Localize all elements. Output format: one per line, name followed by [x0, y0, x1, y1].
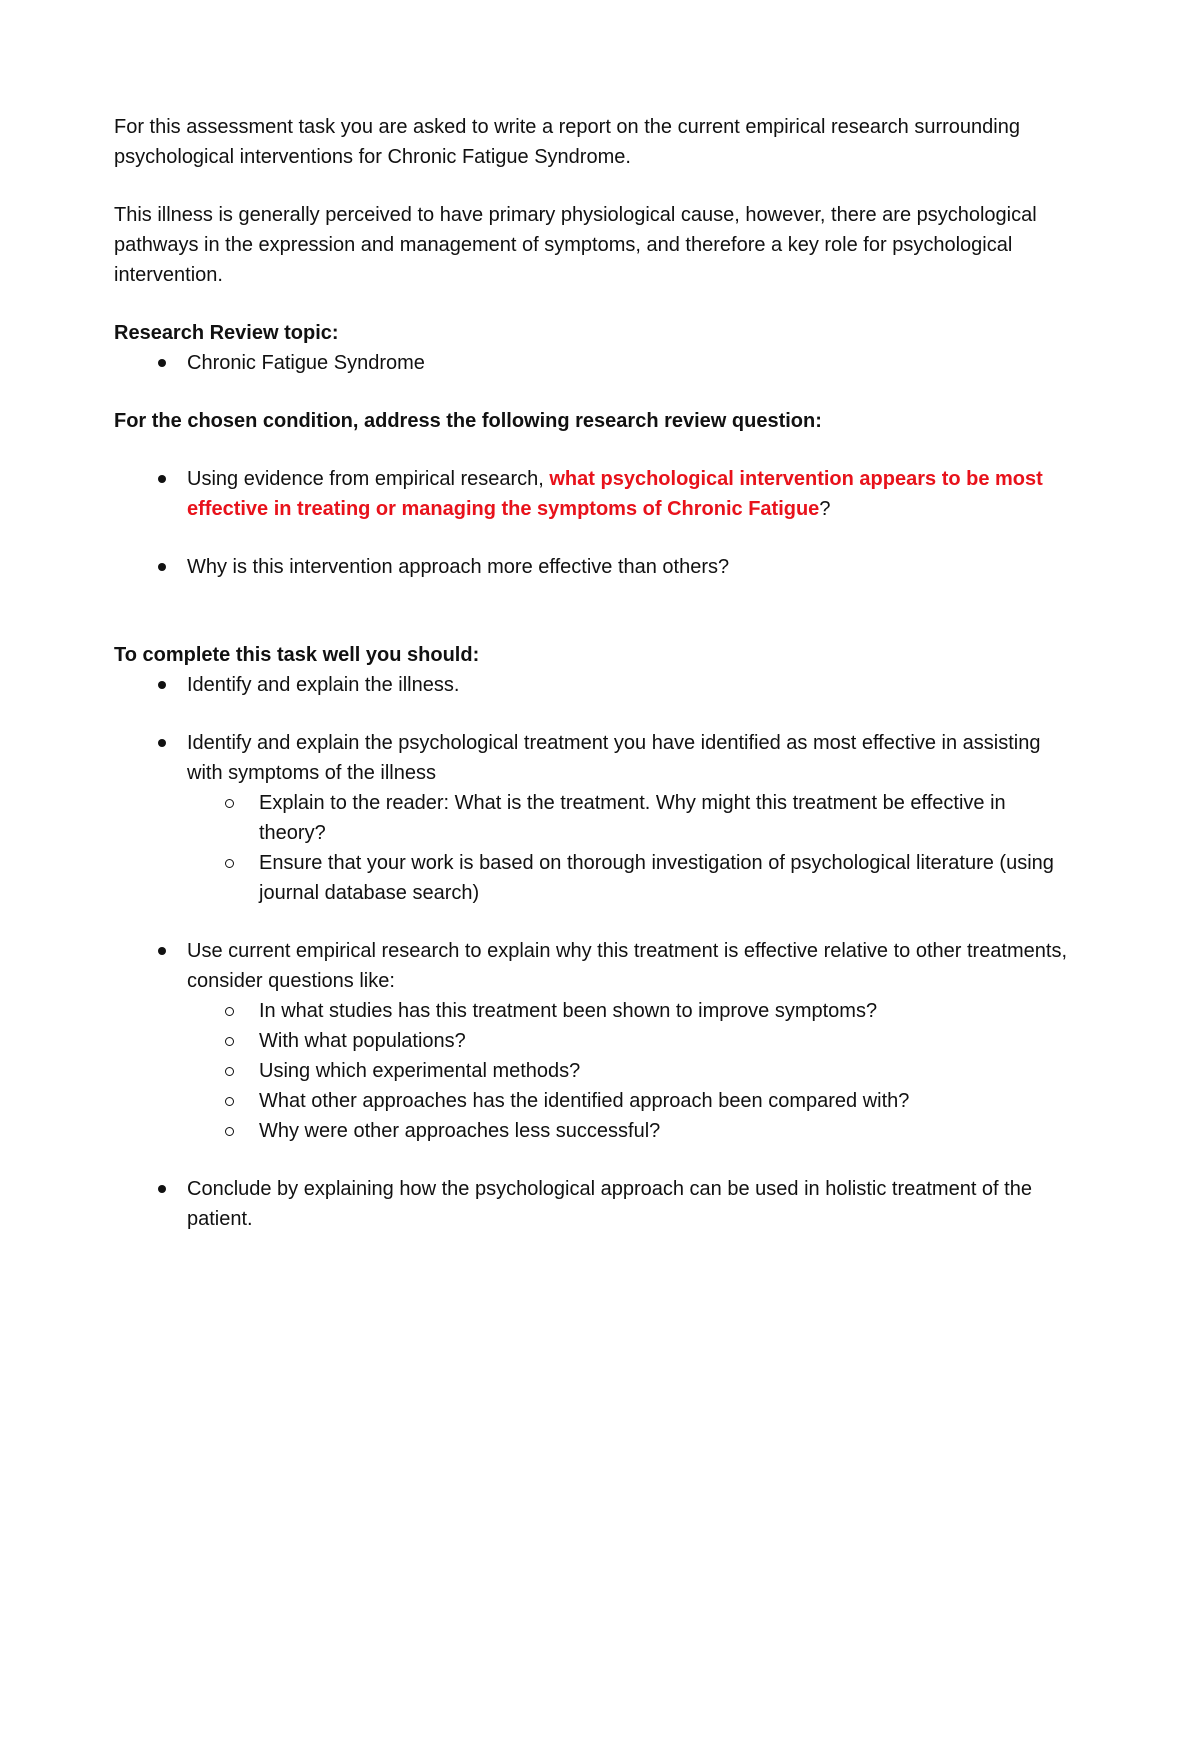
- topic-heading: Research Review topic:: [114, 322, 339, 344]
- question-1-prefix: Using evidence from empirical research,: [187, 468, 550, 490]
- task-item-2-sublist: [187, 788, 1074, 908]
- sub-item: In what studies has this treatment been shown to improve symptoms?: [187, 996, 1074, 1026]
- task-item-3: [114, 936, 1074, 1146]
- question-heading: For the chosen condition, address the following research review question:: [114, 410, 822, 432]
- topic-item: Chronic Fatigue Syndrome: [114, 348, 1074, 378]
- sub-item: Ensure that your work is based on thorough investigation of psychological literature (using journal database search): [187, 848, 1074, 908]
- sub-item: With what populations?: [187, 1026, 1074, 1056]
- question-1-highlight: what psychological intervention appears to be most effective in treating or managing the symptoms of Chronic Fatigue: [187, 468, 1043, 520]
- sub-item: Explain to the reader: What is the treatment. Why might this treatment be effective in theory?: [187, 788, 1074, 848]
- task-item-2: [114, 728, 1074, 908]
- task-item-4: Conclude by explaining how the psychological approach can be used in holistic treatment of the patient.: [114, 1174, 1074, 1234]
- question-1-suffix: ?: [819, 498, 831, 520]
- question-item-1: [114, 464, 1074, 524]
- topic-list: [114, 348, 1074, 378]
- intro-paragraph-1: For this assessment task you are asked to write a report on the current empirical research surrounding psychological interventions for Chronic Fatigue Syndrome.: [114, 116, 1020, 168]
- sub-item: Why were other approaches less successful?: [187, 1116, 1074, 1146]
- task-item-1: Identify and explain the illness.: [114, 670, 1074, 700]
- question-item-2: Why is this intervention approach more effective than others?: [114, 552, 1074, 582]
- tasks-list: [114, 670, 1074, 1234]
- document-page: [114, 112, 1074, 1234]
- task-item-3-sublist: [187, 996, 1074, 1146]
- task-item-2-text: Identify and explain the psychological treatment you have identified as most effective in assisting with symptoms of the illness: [187, 732, 1041, 784]
- sub-item: What other approaches has the identified approach been compared with?: [187, 1086, 1074, 1116]
- intro-paragraph-2: This illness is generally perceived to have primary physiological cause, however, there are psychological pathways in the expression and management of symptoms, and therefore a key role for psychological intervention.: [114, 204, 1037, 286]
- tasks-heading: To complete this task well you should:: [114, 644, 480, 666]
- task-item-3-text: Use current empirical research to explain why this treatment is effective relative to other treatments, consider questions like:: [187, 940, 1068, 992]
- sub-item: Using which experimental methods?: [187, 1056, 1074, 1086]
- question-list: [114, 464, 1074, 582]
